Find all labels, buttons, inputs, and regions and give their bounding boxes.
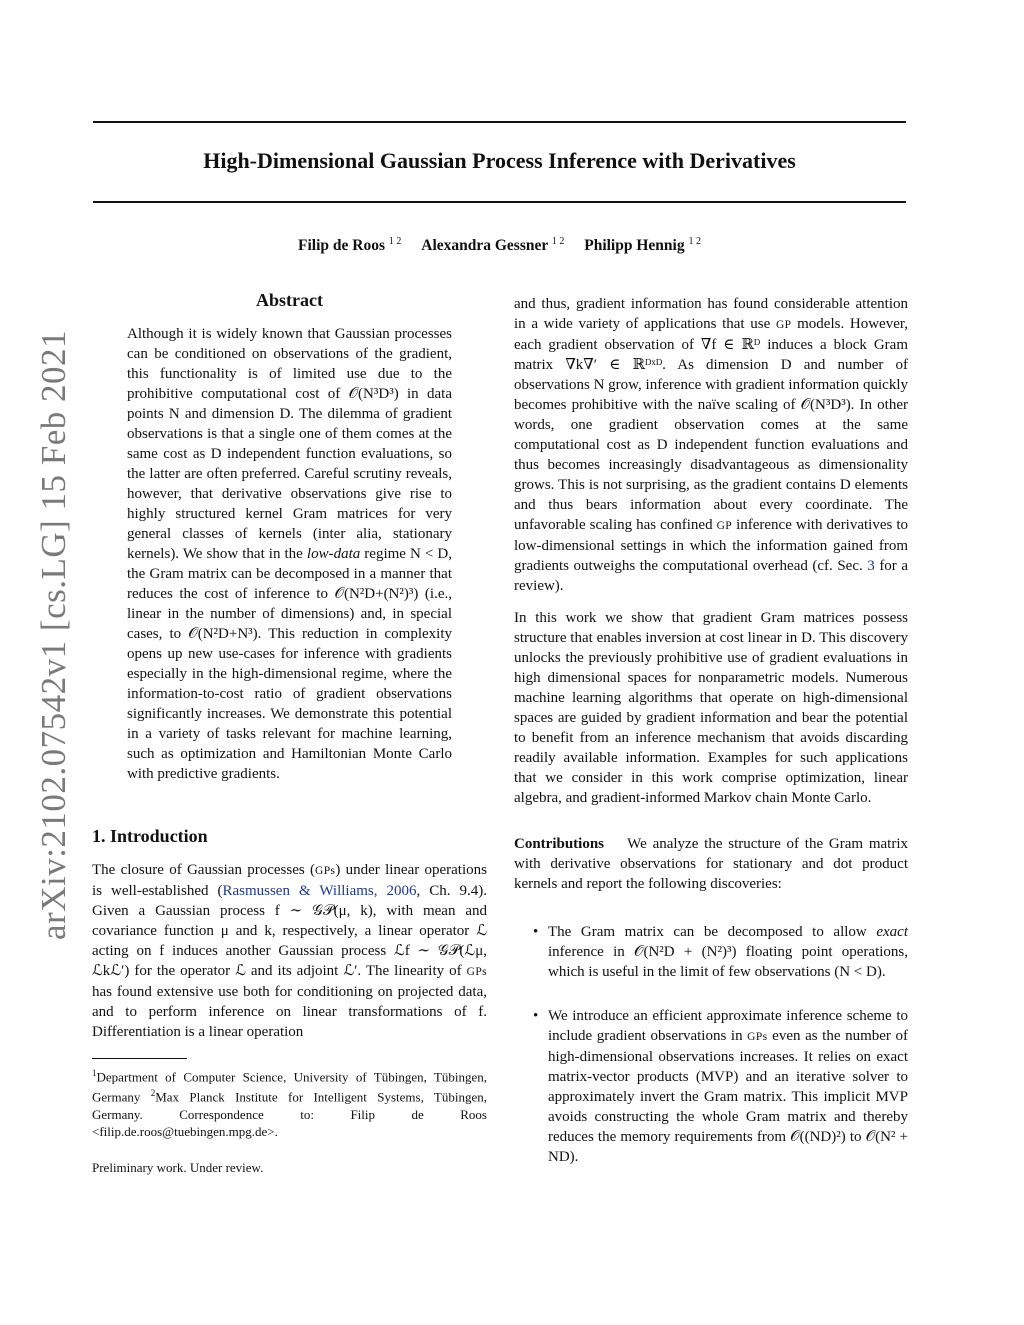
author-3: Philipp Hennig $^{1 2}$: [584, 236, 701, 255]
author-2: Alexandra Gessner $^{1 2}$: [421, 236, 565, 255]
section-heading-introduction: 1. Introduction: [92, 826, 208, 846]
left-column: [92, 290, 487, 1178]
list-item: • The Gram matrix can be decomposed to allow exact inference in 𝒪(N²D + (N²)³) floating point operations, which is useful in the limit of few observations (N < D).: [533, 924, 908, 980]
abstract-body: [127, 324, 452, 784]
contributions-heading: Contributions: [514, 836, 605, 852]
title-rule-bottom: [93, 201, 906, 203]
preliminary-note: Preliminary work. Under review.: [92, 1159, 264, 1175]
paper-title: High-Dimensional Gaussian Process Inference with Derivatives: [203, 148, 796, 173]
title-rule-top: [93, 121, 906, 123]
list-item: • We introduce an efficient approximate inference scheme to include gradient observations in GPs even as the number of high-dimensional observations increases. It relies on exact matrix-vector products (MVP) and an iterative solver to approximately invert the Gram matrix. This implicit MVP avoids constructing the whole Gram matrix and thereby reduces the memory requirements from 𝒪((ND)²) to 𝒪(N² + ND).: [533, 1008, 908, 1165]
footnote-rule: [92, 1058, 187, 1059]
affiliation-footnote: $^1$Department of Computer Science, University of Tübingen, Tübingen, Germany $^2$Max Planck Institute for Intelligent Systems, Tübingen, Germany. Correspondence to: Filip de Roos <filip.de.roos@tuebingen.mpg.de>.: [92, 1068, 487, 1139]
citation-link[interactable]: Rasmussen & Williams, 2006: [222, 883, 417, 899]
right-column: [514, 294, 908, 1191]
contributions-list: [514, 922, 908, 1167]
contributions-paragraph: Contributions We analyze the structure of the Gram matrix with derivative observations for stationary and dot product kernels and report the following discoveries:: [514, 836, 908, 892]
contribution-overview-paragraph: In this work we show that gradient Gram matrices possess structure that enables inversion at cost linear in D. This discovery unlocks the previously prohibitive use of gradient evaluations in high dimensional spaces for nonparametric models. Numerous machine learning algorithms that operate on high-dimensional spaces are guided by gradient information and bear the potential to benefit from an inference mechanism that avoids discarding readily available information. Examples for such applications that we consider in this work comprise optimization, linear algebra, and gradient-informed Markov chain Monte Carlo.: [514, 610, 908, 806]
intro-paragraph-continued: and thus, gradient information has found considerable attention in a wide variety of applications that use GP models. However, each gradient observation of ∇f ∈ ℝᴰ induces a block Gram matrix ∇k∇′ ∈ ℝᴰˣᴰ. As dimension D and number of observations N grow, inference with gradient information quickly becomes prohibitive with the naïve scaling of 𝒪(N³D³). In other words, one gradient observation comes at the same computational cost as D independent function evaluations and thus becomes increasingly disadvantageous as dimensionality grows. This is not surprising, as the gradient contains D elements and thus bears information about every coordinate. The unfavorable scaling has confined GP inference with derivatives to low-dimensional settings in which the information gained from gradients outweighs the computational overhead (cf. Sec. 3 for a review).: [514, 296, 909, 594]
abstract-heading: Abstract: [256, 290, 323, 310]
author-list: [93, 236, 906, 255]
intro-paragraph: The closure of Gaussian processes (GPs) under linear operations is well-established (Rasmussen & Williams, 2006, Ch. 9.4). Given a Gaussian process f ∼ 𝒢𝒫(μ, k), with mean and covariance function μ and k, respectively, a linear operator ℒ acting on f induces another Gaussian process ℒf ∼ 𝒢𝒫(ℒμ, ℒkℒ′) for the operator ℒ and its adjoint ℒ′. The linearity of GPs has found extensive use both for conditioning on projected data, and to perform inference on linear transformations of f. Differentiation is a linear operation: [92, 862, 487, 1040]
section-ref-link[interactable]: 3: [867, 558, 875, 574]
arxiv-side-stamp: arXiv:2102.07542v1 [cs.LG] 15 Feb 2021: [34, 329, 73, 940]
author-1: Filip de Roos $^{1 2}$: [298, 236, 402, 255]
abstract-paragraph: Although it is widely known that Gaussian processes can be conditioned on observations of the gradient, this functionality is of limited use due to the prohibitive computational cost of 𝒪(N³D³) in data points N and dimension D. The dilemma of gradient observations is that a single one of them comes at the same cost as D independent function evaluations, so the latter are often preferred. Careful scrutiny reveals, however, that derivative observations give rise to highly structured kernel Gram matrices for very general classes of kernels (inter alia, stationary kernels). We show that in the low-data regime N < D, the Gram matrix can be decomposed in a manner that reduces the cost of inference to 𝒪(N²D+(N²)³) (i.e., linear in the number of dimensions) and, in special cases, to 𝒪(N²D+N³). This reduction in complexity opens up new use-cases for inference with gradients especially in the high-dimensional regime, where the information-to-cost ratio of gradient observations significantly increases. We demonstrate this potential in a variety of tasks relevant for machine learning, such as optimization and Hamiltonian Monte Carlo with predictive gradients.: [127, 326, 452, 782]
